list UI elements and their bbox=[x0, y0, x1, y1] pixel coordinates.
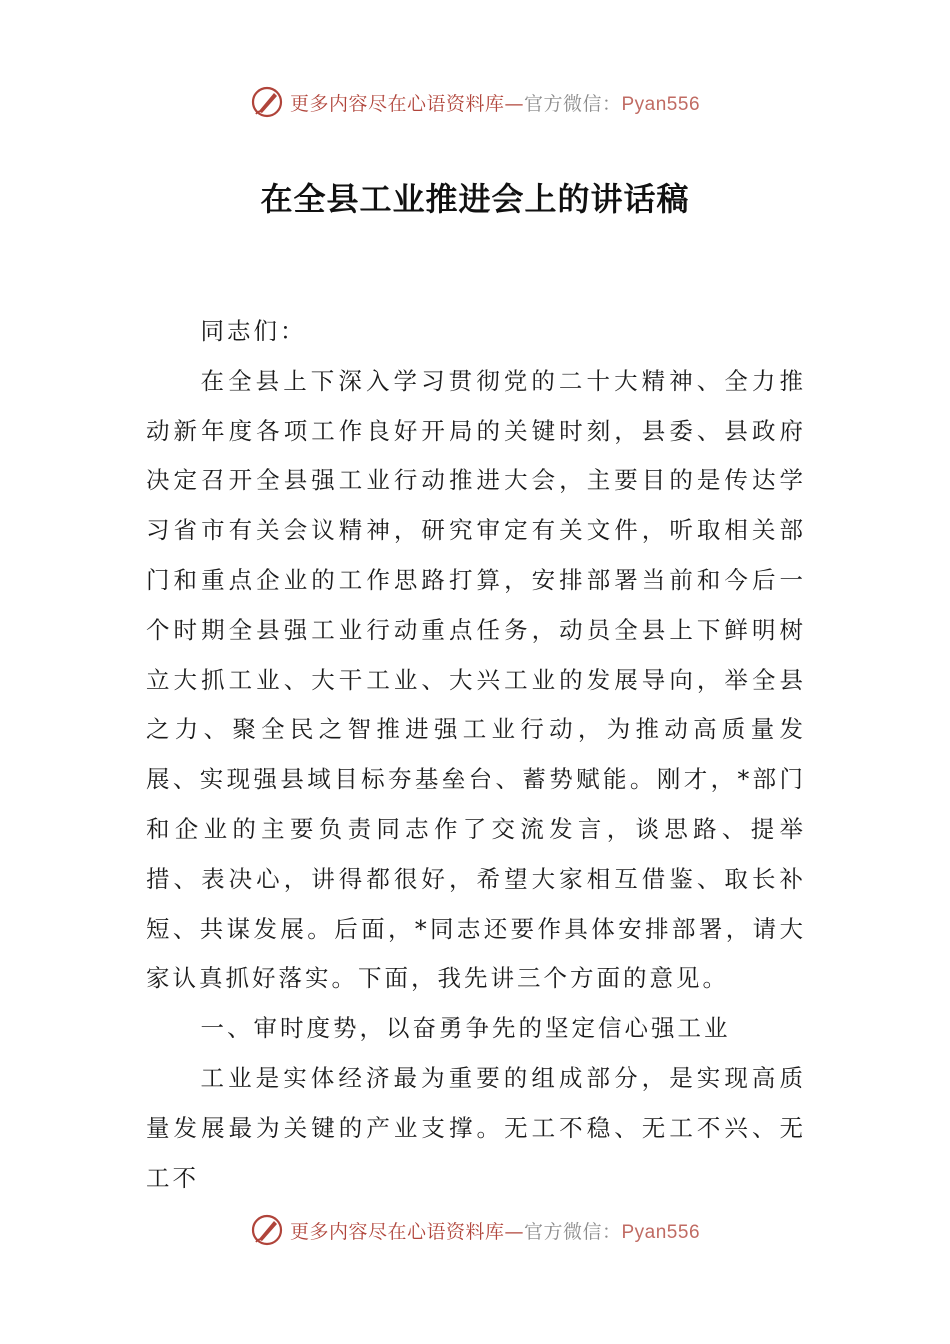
section-heading: 一、审时度势，以奋勇争先的坚定信心强工业 bbox=[200, 1014, 731, 1043]
footer-watermark-banner bbox=[0, 1210, 950, 1250]
document-body bbox=[146, 307, 806, 1203]
watermark-wechat-label: 官方微信： bbox=[523, 1220, 622, 1243]
body-paragraph: 工业是实体经济最为重要的组成部分，是实现高质量发展最为关键的产业支撑。无工不稳、无工不兴、无工不 bbox=[146, 1063, 806, 1192]
watermark-site-text: 更多内容尽在心语资料库— bbox=[289, 1220, 524, 1243]
document-title: 在全县工业推进会上的讲话稿 bbox=[260, 180, 690, 218]
salutation-paragraph: 同志们： bbox=[200, 317, 307, 345]
watermark-site-text: 更多内容尽在心语资料库— bbox=[289, 92, 524, 115]
quill-pen-logo-icon bbox=[250, 1213, 284, 1247]
quill-pen-logo-icon bbox=[250, 85, 284, 119]
watermark-wechat-id: Pyan556 bbox=[621, 93, 701, 115]
watermark-text bbox=[290, 89, 700, 116]
watermark-wechat-label: 官方微信： bbox=[523, 92, 622, 115]
watermark-text bbox=[290, 1217, 700, 1244]
watermark-wechat-id: Pyan556 bbox=[621, 1221, 701, 1243]
header-watermark-banner bbox=[0, 82, 950, 122]
body-paragraph: 在全县上下深入学习贯彻党的二十大精神、全力推动新年度各项工作良好开局的关键时刻，县委、县政府决定召开全县强工业行动推进大会，主要目的是传达学习省市有关会议精神，研究审定有关文件，听取相关部门和重点企业的工作思路打算，安排部署当前和今后一个时期全县强工业行动重点任务，动员全县上下鲜明树立大抓工业、大干工业、大兴工业的发展导向，举全县之力、聚全民之智推进强工业行动，为推动高质量发展、实现强县域目标夯基垒台、蓄势赋能。刚才，*部门和企业的主要负责同志作了交流发言，谈思路、提举措、表决心，讲得都很好，希望大家相互借鉴、取长补短、共谋发展。后面，*同志还要作具体安排部署，请大家认真抓好落实。下面，我先讲三个方面的意见。 bbox=[146, 366, 806, 993]
